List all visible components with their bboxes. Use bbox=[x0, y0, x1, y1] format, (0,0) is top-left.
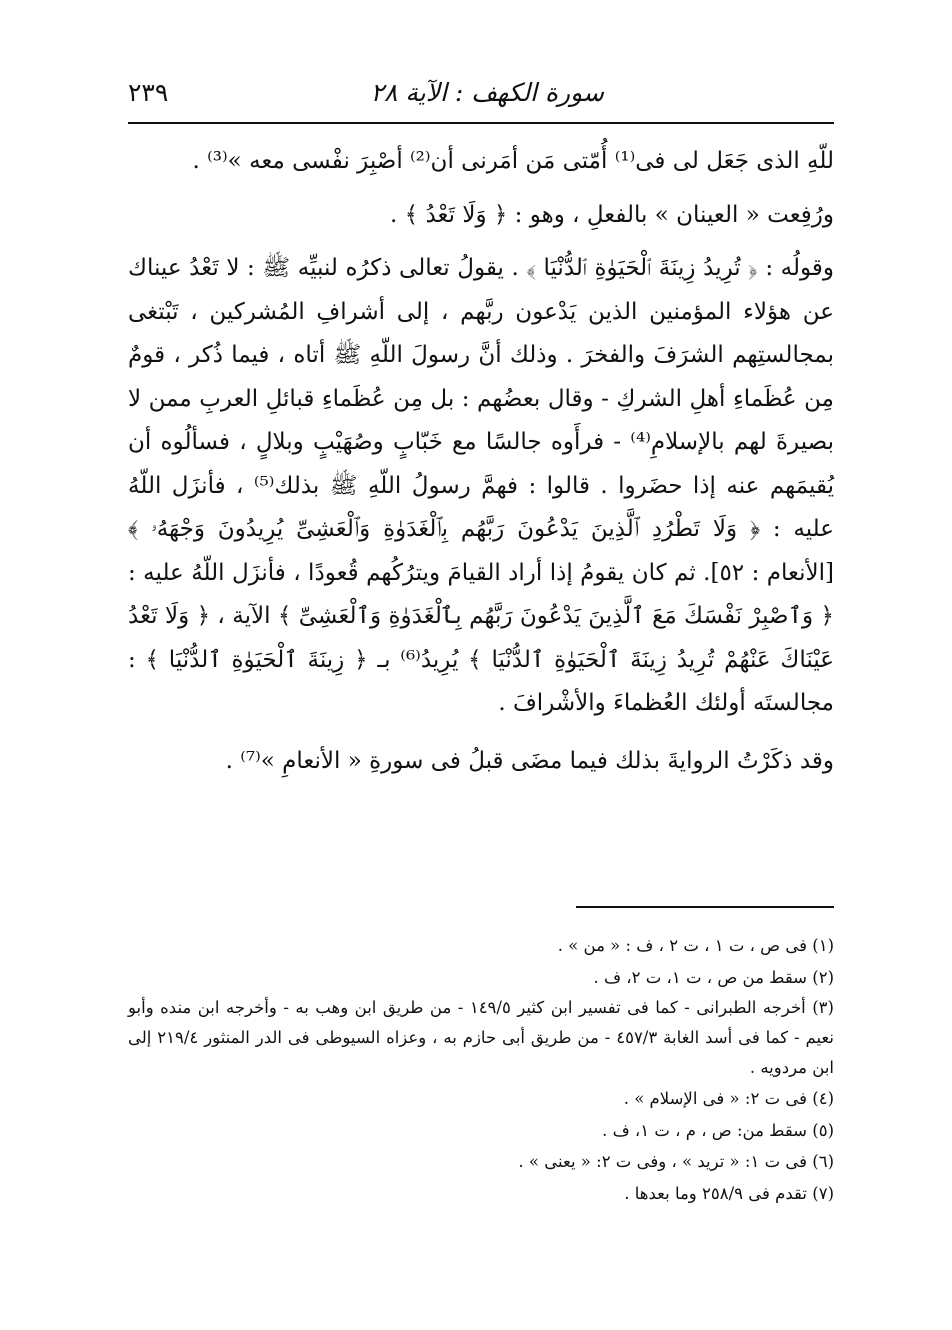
footnote-1: (١) فى ص ، ت ١ ، ت ٢ ، ف : « من » . bbox=[557, 936, 834, 955]
footnote-7: (٧) تقدم فى ٢٥٨/٩ وما بعدها . bbox=[624, 1183, 834, 1203]
page-number: ٢٣٩ bbox=[128, 78, 169, 107]
footnote-2: (٢) سقط من ص ، ت ١، ت ٢، ف . bbox=[593, 967, 834, 987]
paragraph-4: وقد ذكَرْتُ الروايةَ بذلك فيما مضَى قبلُ فى سورةِ « الأنعامِ »⁽⁷⁾ . bbox=[225, 747, 834, 774]
paragraph-2: ورُفِعت « العينان » بالفعلِ ، وهو : ﴿ وَلَا تَعْدُ ﴾ . bbox=[390, 201, 834, 228]
footnote-4: (٤) فى ت ٢: « فى الإسلام » . bbox=[623, 1089, 834, 1108]
paragraph-1: للّهِ الذى جَعَل لى فى⁽¹⁾ أُمّتى مَن أمَرنى أن⁽²⁾ أصْبِرَ نفْسى معه »⁽³⁾ . bbox=[192, 148, 834, 174]
footnotes bbox=[128, 930, 834, 1209]
page-header bbox=[128, 74, 834, 118]
paragraph-3: وقولُه : ﴿ تُرِيدُ زِينَةَ ٱلْحَيَوٰةِ ٱلدُّنْيَا ﴾ . يقولُ تعالى ذكرُه لنبيِّه ﷺ : لا تَعْدُ عيناك عن هؤلاء المؤمنين الذين يَدْعون ربَّهم ، إلى أشرافِ المُشركين ، تَبْتغى بمجالستِهم الشرَفَ والفخرَ . وذلك أنَّ رسولَ اللّهِ ﷺ أتاه ، فيما ذُكر ، قومٌ مِن عُظَماءِ أهلِ الشركِ - وقال بعضُهم : بل مِن عُظَماءِ قبائلِ العربِ ممن لا بصيرةَ لهم بالإسلامِ⁽⁴⁾ - فرأَوه جالسًا مع خَبّابٍ وصُهَيْبٍ وبلالٍ ، فسألُوه أن يُقيمَهم عنه إذا حضَروا . قالوا : فهمَّ رسولُ اللّهِ ﷺ بذلك⁽⁵⁾ ، فأنزَل اللّهُ عليه : ﴿ وَلَا تَطْرُدِ ٱلَّذِينَ يَدْعُونَ رَبَّهُم بِٱلْغَدَوٰةِ وَٱلْعَشِىِّ يُرِيدُونَ وَجْهَهُۥ ﴾ [الأنعام : ٥٢]. ثم كان يقومُ إذا أراد القيامَ ويترُكُهم قُعودًا ، فأنزَل اللّهُ عليه : ﴿ وَٱصْبِرْ نَفْسَكَ مَعَ ٱلَّذِينَ يَدْعُونَ رَبَّهُم بِٱلْغَدَوٰةِ وَٱلْعَشِىِّ ﴾ الآية ، ﴿ وَلَا تَعْدُ عَيْنَاكَ عَنْهُمْ تُرِيدُ زِينَةَ ٱلْحَيَوٰةِ ٱلدُّنْيَا ﴾ يُرِيدُ⁽⁶⁾ بـ ﴿ زِينَةَ ٱلْحَيَوٰةِ ٱلدُّنْيَا ﴾ : مجالستَه أولئك العُظماءَ والأشْرافَ . bbox=[128, 255, 835, 716]
footnote-5: (٥) سقط من: ص ، م ، ت ١، ف . bbox=[602, 1120, 834, 1140]
main-text bbox=[128, 140, 834, 783]
footnote-separator bbox=[576, 906, 834, 908]
footnote-6: (٦) فى ت ١: « تريد » ، وفى ت ٢: « يعنى » . bbox=[518, 1152, 834, 1171]
footnote-3: (٣) أخرجه الطبرانى - كما فى تفسير ابن كثير ١٤٩/٥ - من طريق ابن وهب به - وأخرجه ابن منده وأبو نعيم - كما فى أسد الغابة ٤٥٧/٣ - من طريق أبى حازم به ، وعزاه السيوطى فى الدر المنثور ٢١٩/٤ إلى ابن مردويه . bbox=[128, 998, 834, 1077]
running-title: سورة الكهف : الآية ٢٨ bbox=[370, 78, 604, 107]
header-rule bbox=[128, 122, 834, 124]
